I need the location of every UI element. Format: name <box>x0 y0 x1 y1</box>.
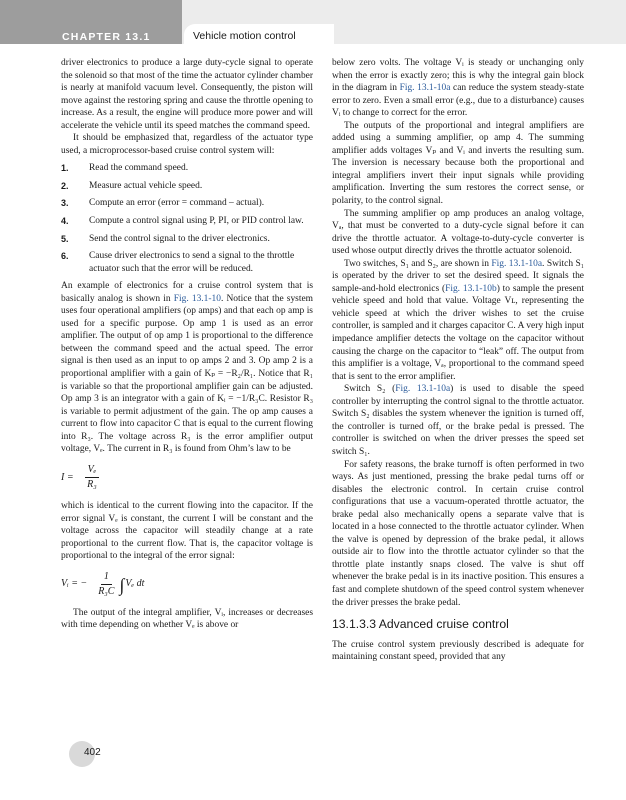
paragraph <box>332 57 584 120</box>
denominator: R₃C <box>98 586 115 598</box>
list-text: Read the command speed. <box>89 163 189 174</box>
paragraph: The summing amplifier op amp produces an analog voltage, Vₐ, that must be converted to a duty-cycle signal before it can drive the throttle actuator. A voltage-to-duty-cycle converter is used whose output directly drives the throttle actuator solenoid. <box>332 208 584 257</box>
paragraph <box>332 258 584 383</box>
list-item <box>61 250 313 275</box>
paragraph <box>332 383 584 458</box>
running-title: Vehicle motion control <box>193 30 296 42</box>
right-column <box>332 57 584 664</box>
numerator: Vₑ <box>85 464 100 479</box>
numerator: 1 <box>101 571 112 586</box>
text-run: Two switches, S₁ and S₂, are shown in <box>344 258 492 269</box>
left-column <box>61 57 313 632</box>
equation-lhs: I = <box>61 471 74 483</box>
equation-integral <box>61 571 313 599</box>
text-run: An example of electronics for a cruise control system that is basically analog is shown in <box>61 281 313 304</box>
paragraph: It should be emphasized that, regardless of the actuator type used, a microprocessor-based cruise control system will: <box>61 133 313 156</box>
chapter-label: CHAPTER 13.1 <box>62 31 151 43</box>
text-run: below zero volts. The voltage Vᵢ is steady or unchanging only when the error is exactly zero; this is why the integral gain block in the diagram in <box>332 58 584 94</box>
paragraph <box>61 280 313 456</box>
list-text: Send the control signal to the driver electronics. <box>89 233 270 244</box>
figure-link[interactable]: Fig. 13.1-10 <box>173 293 221 304</box>
text-run: can reduce the system steady-state error to zero. Even a small error (e.g., due to a disturbance) causes Vᵢ to change to correct for the error. <box>332 83 584 119</box>
list-text: Compute a control signal using P, PI, or PID control law. <box>89 216 304 227</box>
list-number: 4. <box>61 216 69 227</box>
text-run: Switch S₂ ( <box>344 384 396 395</box>
paragraph: The outputs of the proportional and integral amplifiers are added using a summing amplifier, op amp 4. The summing amplifier adds voltages Vₚ and Vᵢ and inverts the resulting sum. The inversion is necessary because both the proportional and integral amplifiers invert their input signals while providing amplification. Inverting the sum restores the correct sense, or polarity, to the control signal. <box>332 120 584 207</box>
figure-link[interactable]: Fig. 13.1-10a <box>399 83 451 94</box>
list-text: Cause driver electronics to send a signal to the throttle actuator such that the error will be reduced. <box>89 251 295 274</box>
figure-link[interactable]: Fig. 13.1-10b <box>445 283 497 294</box>
figure-link[interactable]: Fig. 13.1-10a <box>395 384 451 395</box>
paragraph: driver electronics to produce a large duty-cycle signal to operate the solenoid so that most of the time the actuator cylinder chamber is nearly at manifold vacuum level. Consequently, the piston will move against the restoring spring and cause the throttle opening to increase. As a result, the engine will produce more power and will accelerate the vehicle until its speed matches the command speed. <box>61 58 313 131</box>
list-number: 6. <box>61 251 69 262</box>
text-run: ) to sample the present vehicle speed and hold that value. Voltage Vʟ, representing the vehicle speed at which the driver wishes to set the cruise controller, is sampled and it charges capacitor C. A very high input impedance amplifier detects the voltage on the capacitor without causing the charge on the capacitor to “leak” off. The output from this amplifier is a voltage, Vₐ, proportional to the command speed that is sent to the error amplifier. <box>332 283 584 382</box>
text-run: ) is used to disable the speed controller by interrupting the control signal to the throttle actuator. Switch S₂ disables the system whenever the ignition is turned off, the controller is turned off, or the brake pedal is pressed. The controller is switched on when the driver presses the speed set switch S₁. <box>332 384 585 457</box>
fraction <box>98 571 114 599</box>
list-item <box>61 215 313 228</box>
integral-sign: ∫ <box>119 574 125 595</box>
text-run: . Notice that the system uses four operational amplifiers (op amps) and that each op amp is used for a specific purpose. Op amp 1 is used as an error amplifier. The output of op amp 1 is proportional to the difference between the command speed and the actual speed. The error signal is then used as an input to op amps 2 and 3. Op amp 2 is a proportional amplifier with a gain of Kₚ = −R₂/R₁. Notice that R₁ is variable so that the proportional amplifier gain can be adjusted. Op amp 3 is an integrator with a gain of Kᵢ = −1/R₃C. Resistor R₃ is variable to permit adjustment of the gain. The op amp causes a current to flow into capacitor C that is equal to the current flowing into R₃. The voltage across R₃ is the error amplifier output voltage, Vₑ. The current in R₃ is found from Ohm’s law to be <box>61 293 313 455</box>
list-item <box>61 197 313 210</box>
integrand: Vₑ dt <box>125 578 145 590</box>
text-run: . Switch S₁ is operated by the driver to set the desired speed. It signals the sample-and-hold electronics ( <box>332 258 584 294</box>
steps-list <box>61 162 313 275</box>
list-text: Compute an error (error = command – actual). <box>89 198 265 209</box>
equation-current <box>61 464 313 492</box>
paragraph: The cruise control system previously described is adequate for maintaining constant speed, provided that any <box>332 639 584 663</box>
list-item <box>61 180 313 193</box>
list-item <box>61 162 313 175</box>
list-number: 5. <box>61 233 69 244</box>
paragraph: The output of the integral amplifier, Vᵢ, increases or decreases with time depending on whether Vₑ is above or <box>61 607 313 631</box>
page-number: 402 <box>84 747 101 758</box>
denominator: R₃ <box>87 479 97 491</box>
figure-link[interactable]: Fig. 13.1-10a <box>491 258 543 269</box>
paragraph: For safety reasons, the brake turnoff is often performed in two ways. As just mentioned, pressing the brake pedal turns off or disables the electronic control. In certain cruise control configurations that use a vacuum-operated throttle actuator, the brake pedal also mechanically opens a separate valve that is located in a hose connected to the throttle actuator cylinder. When the valve is opened by depression of the brake pedal, it allows outside air to flow into the throttle actuator cylinder so that the throttle plate instantly snaps closed. The valve is shut off whenever the brake pedal is in its inactive position. This ensures a fast and complete shutdown of the speed control system whenever the driver presses the brake pedal. <box>332 459 584 608</box>
list-number: 2. <box>61 180 69 191</box>
list-number: 1. <box>61 163 69 174</box>
paragraph: which is identical to the current flowing into the capacitor. If the error signal Vₑ is constant, the current I will be constant and the voltage across the capacitor will steadily change at a rate proportional to the current flow. That is, the capacitor voltage is proportional to the integral of the error signal: <box>61 500 313 562</box>
section-heading: 13.1.3.3 Advanced cruise control <box>332 617 509 632</box>
list-text: Measure actual vehicle speed. <box>89 180 203 191</box>
list-number: 3. <box>61 198 69 209</box>
fraction <box>85 464 100 492</box>
list-item <box>61 233 313 246</box>
equation-lhs: Vᵢ = − <box>61 578 88 590</box>
